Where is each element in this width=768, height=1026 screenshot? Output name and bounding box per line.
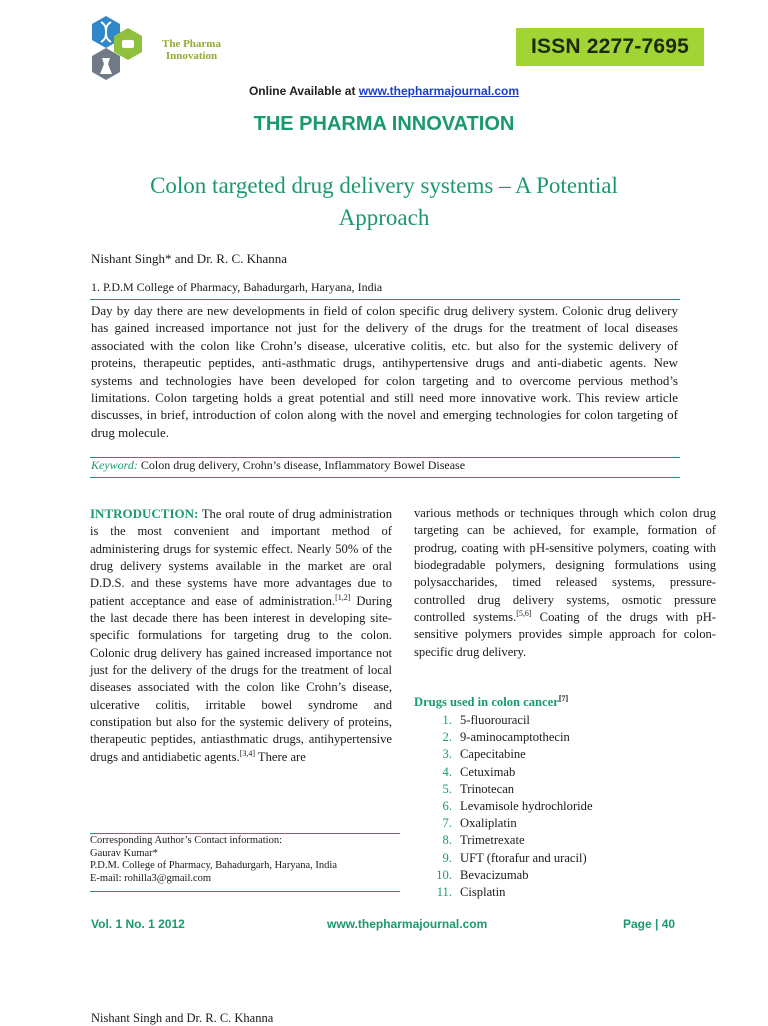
abstract: Day by day there are new developments in field of colon specific drug delivery system. Colonic drug delivery has gained increased importance not just for the delivery of the drugs for the treatment of local diseases associated with the colon like Crohn’s disease, ulcerative colitis, etc. but also for the systemic delivery of proteins, therapeutic peptides, anti-asthmatic drugs, antihypertensive drugs and anti-diabetic agents. New systems and technologies have been developed for colon targeting and to overcome pervious method’s limitations. Colon targeting holds a great potential and still need more innovative work. This review article discusses, in brief, introduction of colon along with the novel and emerging technologies for colon targeting of drug molecule.	[91, 303, 678, 440]
second-column-text	[414, 505, 716, 661]
keyword-bottom-rule	[90, 477, 680, 478]
citation-1: [1,2]	[335, 592, 351, 602]
col2-text-a: various methods or techniques through which colon drug targeting can be achieved, for example, formation of prodrug, coating with pH-sensitive polymers, coating with biodegradable polymers, designing formulations using polysaccharides, timed released systems, pressure-controlled drug delivery systems, osmotic pressure controlled systems.	[414, 506, 716, 625]
keywords	[91, 458, 465, 473]
running-head: Nishant Singh and Dr. R. C. Khanna	[91, 1011, 274, 1025]
col2-text-b: Coating of the drugs with pH-sensitive polymers provides simple approach for colon-specific drug delivery.	[414, 610, 716, 659]
list-item	[414, 712, 593, 729]
citation-2: [3,4]	[239, 748, 256, 758]
list-number: 6.	[442, 798, 452, 813]
list-number: 7.	[442, 816, 452, 831]
list-number: 5.	[442, 781, 452, 796]
list-number: 10.	[436, 867, 452, 882]
keyword-list: Colon drug delivery, Crohn’s disease, Inflammatory Bowel Disease	[137, 458, 466, 472]
corresponding-top-rule	[90, 833, 400, 834]
list-item	[414, 764, 593, 781]
drug-name: Trinotecan	[460, 781, 515, 796]
drug-name: 9-aminocamptothecin	[460, 730, 570, 745]
affiliation: 1. P.D.M College of Pharmacy, Bahadurgarh, Haryana, India	[91, 280, 383, 294]
drug-name: Capecitabine	[460, 747, 526, 762]
corresponding-name: Gaurav Kumar*	[90, 847, 158, 859]
list-number: 11.	[436, 884, 452, 899]
drug-name: Cisplatin	[460, 884, 506, 899]
logo-text	[162, 38, 221, 62]
list-number: 4.	[442, 764, 452, 779]
keyword-label: Keyword:	[91, 458, 138, 472]
hexagon-logo-icon	[86, 14, 166, 84]
corresponding-bottom-rule	[90, 891, 400, 892]
authors: Nishant Singh* and Dr. R. C. Khanna	[91, 251, 288, 266]
corresponding-address: P.D.M. College of Pharmacy, Bahadurgarh, Haryana, India	[90, 860, 337, 872]
drug-name: Bevacizumab	[460, 867, 529, 882]
article-title	[100, 170, 668, 234]
logo-text-line1: The Pharma	[162, 38, 221, 50]
citation-3: [5,6]	[516, 608, 532, 618]
list-number: 9.	[442, 850, 452, 865]
list-item	[414, 815, 593, 832]
article-title-line2: Approach	[338, 205, 430, 230]
article-title-line1: Colon targeted drug delivery systems – A Potential	[150, 173, 618, 198]
list-item	[414, 798, 593, 815]
online-label: Online Available at	[248, 84, 359, 98]
drug-name: Cetuximab	[460, 764, 516, 779]
list-item	[414, 746, 593, 763]
list-number: 3.	[442, 747, 452, 762]
drug-name: Trimetrexate	[460, 833, 525, 848]
list-item	[414, 832, 593, 849]
list-item	[414, 781, 593, 798]
journal-url-link[interactable]: www.thepharmajournal.com	[358, 84, 520, 98]
online-available	[0, 84, 768, 98]
corresponding-author	[90, 835, 402, 885]
list-item	[414, 850, 593, 867]
footer-volume: Vol. 1 No. 1 2012	[91, 917, 185, 931]
drugs-heading	[414, 695, 568, 710]
issn-badge: ISSN 2277-7695	[516, 28, 704, 66]
list-item	[414, 729, 593, 746]
list-number: 1.	[442, 713, 452, 727]
drug-name: 5-fluorouracil	[460, 713, 530, 727]
drugs-list	[414, 712, 593, 901]
footer-site-link[interactable]: www.thepharmajournal.com	[327, 917, 488, 931]
list-item	[414, 867, 593, 884]
list-number: 8.	[442, 833, 452, 848]
drugs-citation: [7]	[558, 693, 569, 703]
corresponding-email: E-mail: rohilla3@gmail.com	[90, 872, 212, 884]
corresponding-label: Corresponding Author’s Contact information:	[90, 835, 282, 846]
list-item	[414, 884, 593, 901]
drugs-heading-text: Drugs used in colon cancer	[414, 695, 559, 709]
intro-text-c: There are	[255, 749, 306, 764]
logo-text-line2: Innovation	[165, 50, 218, 62]
introduction-column	[90, 505, 392, 766]
journal-name: THE PHARMA INNOVATION	[253, 113, 515, 135]
list-number: 2.	[442, 730, 452, 745]
drug-name: UFT (ftorafur and uracil)	[460, 850, 587, 865]
abstract-top-rule	[90, 299, 680, 300]
introduction-heading: INTRODUCTION:	[90, 506, 199, 521]
intro-text-a: The oral route of drug administration is the most convenient and important method of administering drugs for systemic effect. Nearly 50% of the drug delivery systems available in the market are oral D.D.S. and these systems have more advantages due to patient acceptance and ease of administration.	[90, 507, 392, 608]
footer-page-number: Page | 40	[623, 917, 676, 931]
drug-name: Levamisole hydrochloride	[460, 798, 593, 813]
drug-name: Oxaliplatin	[460, 816, 517, 831]
intro-text-b: During the last decade there has been interest in developing site-specific formulations for targeting drug to the colon. Colonic drug delivery has gained increased importance not just for the delivery of the drugs for the treatment of local diseases associated with the colon like Crohn’s disease, ulcerative colitis, irritable bowel syndrome and constipation but also for the systemic delivery of proteins, therapeutic peptides, antiasthmatic drugs, antihypertensive drugs and antidiabetic agents.	[90, 593, 393, 764]
